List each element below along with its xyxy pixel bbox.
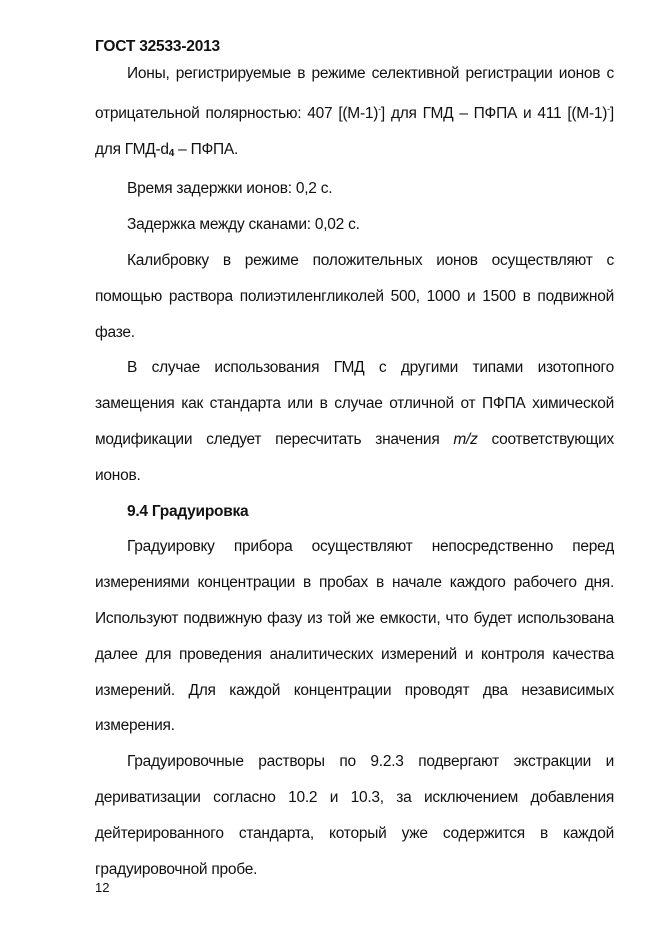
paragraph-isotope-substitution [95,350,614,493]
isotope-text-a: В случае использования ГМД с другими типами изотопного замещения как стандарта или в случае отличной от ПФПА химической модификации следует пересчитать значения [95,359,614,448]
ions-text-a: Ионы, регистрируемые в режиме селективной регистрации ионов с отрицательной полярностью: 407 [(М-1) [95,65,614,122]
ions-superscript-1: - [378,103,381,114]
paragraph-scan-delay: Задержка между сканами: 0,02 с. [127,216,360,234]
ions-subscript: 4 [168,147,175,159]
paragraph-calibration-positive: Калибровку в режиме положительных ионов осуществляют с помощью раствора полиэтиленгликолей 500, 1000 и 1500 в подвижной фазе. [95,251,614,341]
page-number: 12 [95,880,110,895]
section-heading: 9.4 Градуировка [127,502,249,520]
ions-text-c: ] для ГМД-d [95,104,614,158]
paragraph-graduation-solutions: Градуировочные растворы по 9.2.3 подвергают экстракции и дериватизации согласно 10.2 и 10.3, за исключением добавления дейтерированного стандарта, который уже содержится в каждой градуировочной пробе. [95,753,614,878]
paragraph-ions [95,56,614,171]
ions-superscript-2: - [607,103,610,114]
mz-italic: m/z [453,430,478,448]
document-header: ГОСТ 32533-2013 [95,38,220,55]
paragraph-ion-delay: Время задержки ионов: 0,2 с. [127,180,333,198]
document-body [95,56,614,887]
paragraph-graduation: Градуировку прибора осуществляют непосредственно перед измерениями концентрации в пробах в начале каждого рабочего дня. Используют подвижную фазу из той же емкости, что будет использована далее для проведения аналитических измерений и контроля качества измерений. Для каждой концентрации проводят два независимых измерения. [95,538,614,735]
ions-text-d: – ПФПА. [174,140,239,158]
ions-text-b: ] для ГМД – ПФПА и 411 [(М-1) [380,104,608,122]
isotope-text-b: соответствующих ионов. [95,430,614,484]
